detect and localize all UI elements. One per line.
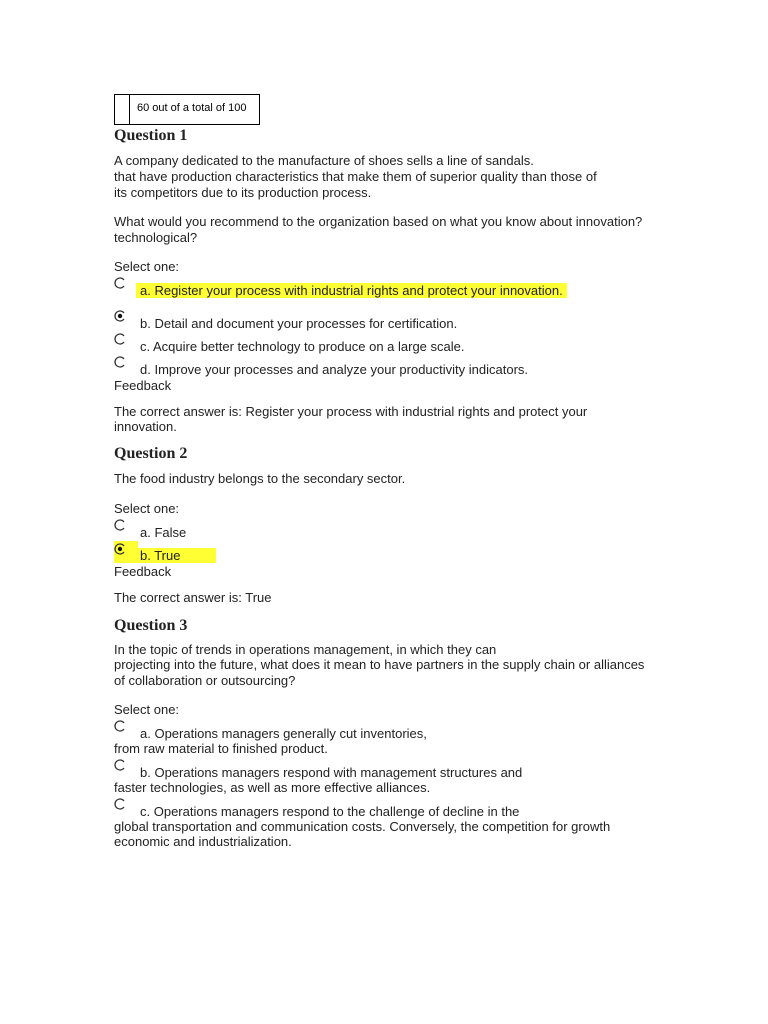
question-1-heading: Question 1 <box>114 127 188 144</box>
question-1-prompt-line: technological? <box>114 230 198 245</box>
radio-unselected-icon[interactable] <box>114 519 126 531</box>
score-text: 60 out of a total of 100 <box>137 102 247 114</box>
radio-selected-icon[interactable] <box>114 310 126 322</box>
question-2-feedback-label: Feedback <box>114 564 172 579</box>
radio-unselected-icon[interactable] <box>114 759 126 771</box>
question-1-option-c[interactable]: c. Acquire better technology to produce on a large scale. <box>140 339 465 354</box>
question-2-option-a[interactable]: a. False <box>140 525 187 540</box>
question-3-option-b-continued: faster technologies, as well as more effective alliances. <box>114 780 431 795</box>
score-box <box>114 94 260 125</box>
question-3-option-a-continued: from raw material to finished product. <box>114 741 328 756</box>
question-1-option-b[interactable]: b. Detail and document your processes for certification. <box>140 316 458 331</box>
radio-unselected-icon[interactable] <box>114 798 126 810</box>
question-3-body-line: of collaboration or outsourcing? <box>114 673 296 688</box>
question-1-body-line: its competitors due to its production process. <box>114 185 372 200</box>
question-1-body-line: that have production characteristics that make them of superior quality than those of <box>114 169 597 184</box>
radio-unselected-icon[interactable] <box>114 720 126 732</box>
question-2-answer-line: The correct answer is: True <box>114 590 272 605</box>
question-1-answer-line: The correct answer is: Register your process with industrial rights and protect your <box>114 404 588 419</box>
question-2-body-line: The food industry belongs to the secondary sector. <box>114 471 406 486</box>
question-2-select-label: Select one: <box>114 501 180 516</box>
question-3-select-label: Select one: <box>114 702 180 717</box>
question-1-body-line: A company dedicated to the manufacture of shoes sells a line of sandals. <box>114 153 534 168</box>
question-1-select-label: Select one: <box>114 259 180 274</box>
question-3-option-c[interactable]: c. Operations managers respond to the challenge of decline in the <box>140 804 520 819</box>
question-3-option-c-continued: global transportation and communication costs. Conversely, the competition for growth <box>114 819 611 834</box>
question-1-prompt-line: What would you recommend to the organization based on what you know about innovation? <box>114 214 643 229</box>
question-1-option-d[interactable]: d. Improve your processes and analyze your productivity indicators. <box>140 362 529 377</box>
question-1-feedback-label: Feedback <box>114 378 172 393</box>
radio-unselected-icon[interactable] <box>114 333 126 345</box>
question-3-option-b[interactable]: b. Operations managers respond with management structures and <box>140 765 523 780</box>
question-3-heading: Question 3 <box>114 617 188 634</box>
question-1-option-a[interactable]: a. Register your process with industrial rights and protect your innovation. <box>136 283 567 298</box>
question-2-option-b[interactable]: b. True <box>138 548 216 563</box>
question-3-body-line: In the topic of trends in operations management, in which they can <box>114 642 497 657</box>
score-box-empty-cell <box>115 95 130 124</box>
question-3-option-a[interactable]: a. Operations managers generally cut inventories, <box>140 726 427 741</box>
question-2-heading: Question 2 <box>114 445 188 462</box>
radio-unselected-icon[interactable] <box>114 356 126 368</box>
radio-selected-icon[interactable] <box>114 543 126 555</box>
radio-unselected-icon[interactable] <box>114 277 126 289</box>
question-3-body-line: projecting into the future, what does it mean to have partners in the supply chain or alliances <box>114 657 645 672</box>
question-3-option-c-continued: economic and industrialization. <box>114 834 292 849</box>
question-1-answer-line: innovation. <box>114 419 177 434</box>
